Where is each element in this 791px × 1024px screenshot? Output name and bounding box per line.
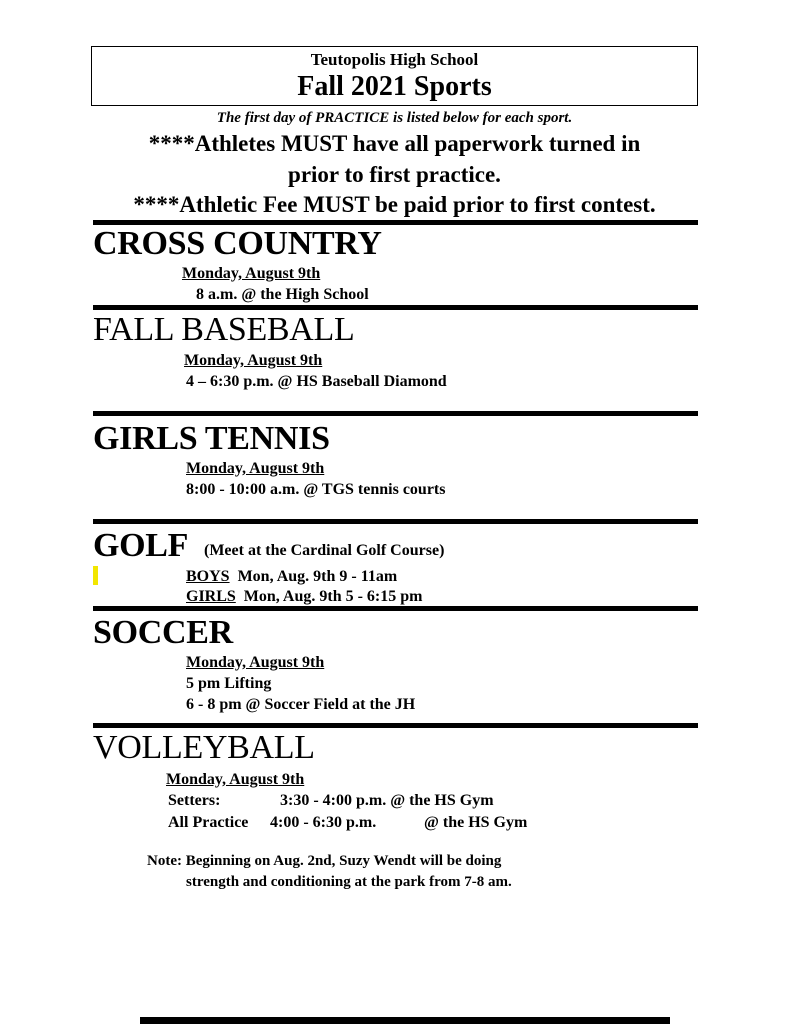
- golf-location: (Meet at the Cardinal Golf Course): [204, 542, 445, 559]
- paperwork-note-line1: ****Athletes MUST have all paperwork turned in: [148, 131, 641, 156]
- tennis-date: Monday, August 9th: [186, 460, 325, 477]
- golf-boys-time: Mon, Aug. 9th 9 - 11am: [237, 568, 398, 585]
- soccer-title: SOCCER: [93, 614, 233, 651]
- volleyball-setters-time: 3:30 - 4:00 p.m. @ the HS Gym: [280, 792, 494, 809]
- soccer-line-2: 6 - 8 pm @ Soccer Field at the JH: [186, 696, 416, 713]
- soccer-date: Monday, August 9th: [186, 654, 325, 671]
- baseball-title: FALL BASEBALL: [93, 311, 355, 348]
- section-divider: [93, 305, 698, 310]
- cross-country-time: 8 a.m. @ the High School: [196, 286, 369, 303]
- bottom-bar: [140, 1017, 670, 1024]
- volleyball-date: Monday, August 9th: [166, 771, 305, 788]
- golf-girls-time: Mon, Aug. 9th 5 - 6:15 pm: [243, 588, 423, 605]
- golf-title: GOLF: [93, 527, 189, 564]
- section-divider: [93, 606, 698, 611]
- school-name: Teutopolis High School: [310, 50, 479, 69]
- highlight-marker: [93, 566, 98, 585]
- section-divider: [93, 723, 698, 728]
- volleyball-setters-label: Setters:: [168, 792, 221, 809]
- cross-country-title: CROSS COUNTRY: [93, 225, 382, 262]
- season-title: Fall 2021 Sports: [297, 71, 492, 102]
- baseball-date: Monday, August 9th: [184, 352, 323, 369]
- section-divider: [93, 519, 698, 524]
- volleyball-all-place: @ the HS Gym: [424, 814, 528, 831]
- header-box: [91, 46, 698, 106]
- volleyball-title: VOLLEYBALL: [93, 729, 315, 766]
- tennis-time: 8:00 - 10:00 a.m. @ TGS tennis courts: [186, 481, 446, 498]
- golf-boys-label: BOYS: [186, 568, 230, 585]
- first-day-note: The first day of PRACTICE is listed below for each sport.: [216, 110, 573, 126]
- soccer-line-1: 5 pm Lifting: [186, 675, 272, 692]
- fee-note: ****Athletic Fee MUST be paid prior to first contest.: [133, 192, 656, 217]
- golf-boys-row: [186, 568, 397, 586]
- paperwork-note-line2: prior to first practice.: [288, 162, 501, 187]
- golf-girls-row: [186, 588, 422, 606]
- footer-note-line1: Note: Beginning on Aug. 2nd, Suzy Wendt will be doing: [147, 853, 502, 869]
- section-divider: [93, 411, 698, 416]
- footer-note-line2: strength and conditioning at the park from 7-8 am.: [186, 874, 512, 890]
- volleyball-all-time: 4:00 - 6:30 p.m.: [270, 814, 377, 831]
- tennis-title: GIRLS TENNIS: [93, 420, 330, 457]
- baseball-time: 4 – 6:30 p.m. @ HS Baseball Diamond: [186, 373, 447, 390]
- cross-country-date: Monday, August 9th: [182, 265, 321, 282]
- golf-girls-label: GIRLS: [186, 588, 236, 605]
- volleyball-all-label: All Practice: [168, 814, 249, 831]
